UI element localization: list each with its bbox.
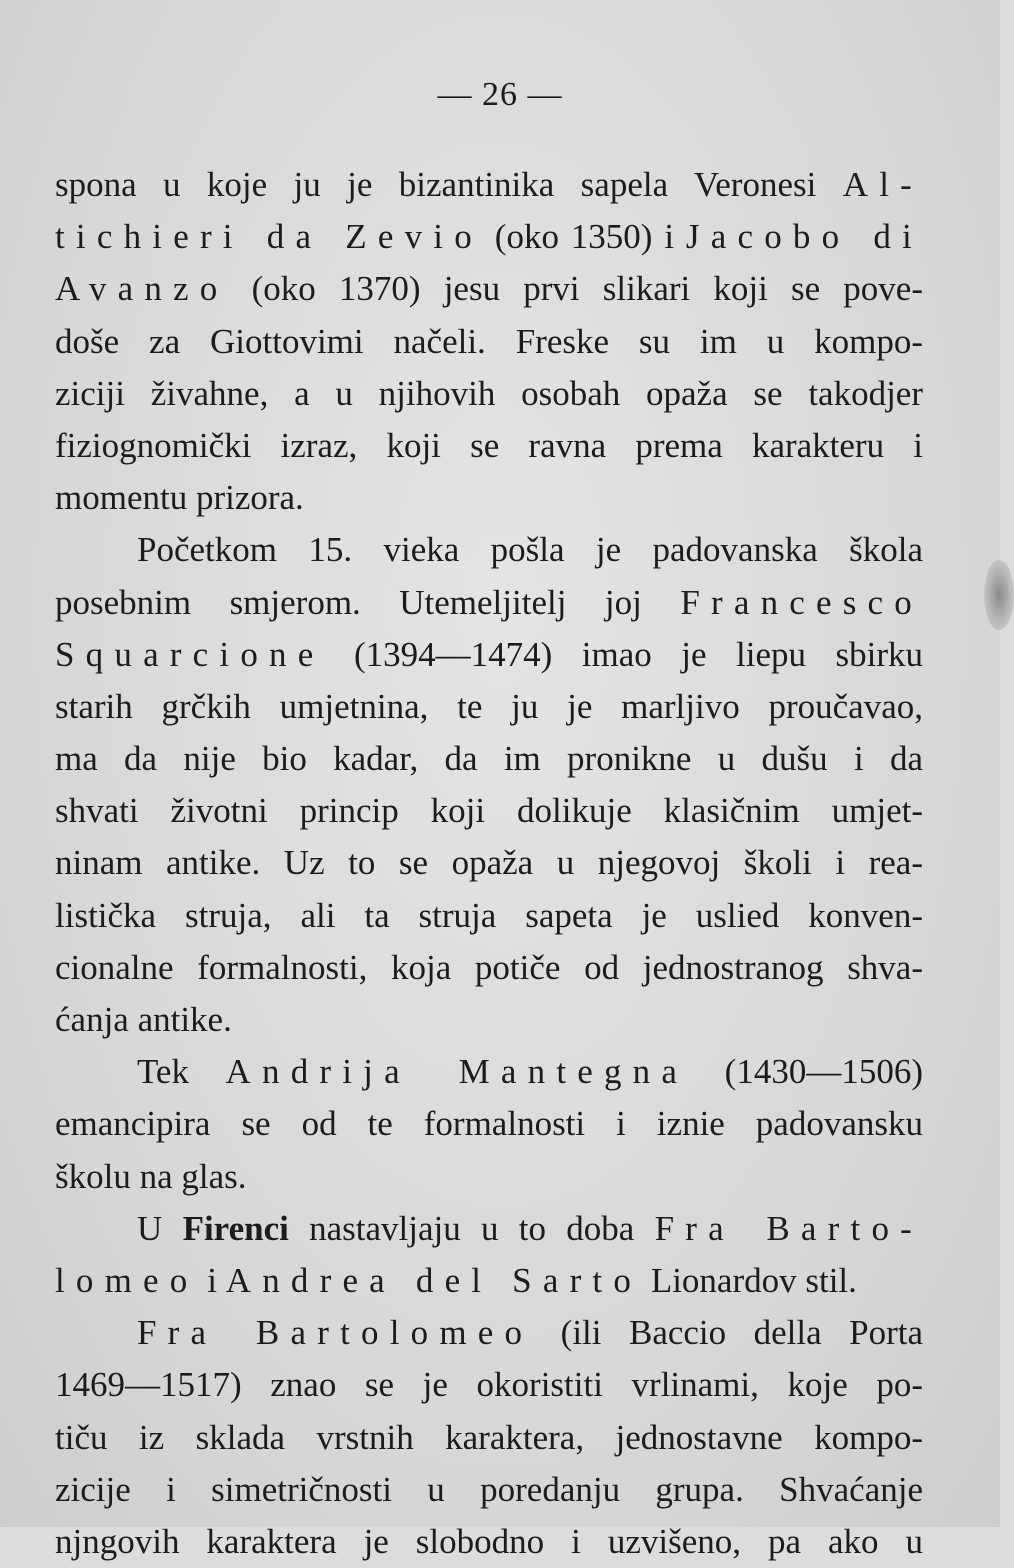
text-run: tiču iz sklada vrstnih karaktera, jednostavne kompo- <box>55 1417 923 1457</box>
text-run: zicije i simetričnosti u poredanju grupa. Shvaćanje <box>55 1469 923 1509</box>
text-line <box>55 942 923 994</box>
text-line <box>55 316 923 368</box>
text-line <box>55 1046 923 1098</box>
page-number: — 26 — <box>437 76 563 113</box>
spaced-name: Jacobo di <box>685 217 923 257</box>
text-line <box>55 577 923 629</box>
spaced-name: Fra Barto- <box>654 1208 923 1248</box>
text-run: Tek <box>137 1052 226 1092</box>
text-run: fiziognomički izraz, koji se ravna prema karakteru i <box>55 425 923 465</box>
text-line <box>55 420 923 472</box>
text-run: (1394—1474) imao je liepu sbirku <box>324 634 923 674</box>
text-run: (ili Baccio della Porta <box>533 1313 923 1353</box>
text-line <box>55 994 923 1046</box>
text-line <box>55 1203 923 1255</box>
text-run: starih grčkih umjetnina, te ju je marljivo proučavao, <box>55 686 923 726</box>
text-line <box>55 472 923 524</box>
text-run: spona u koje ju je bizantinika sapela Veronesi <box>55 165 843 204</box>
text-run: Početkom 15. vieka pošla je padovanska škola <box>137 530 923 570</box>
text-run: momentu prizora. <box>55 478 304 518</box>
body-text <box>55 159 923 1568</box>
spaced-name: lomeo <box>55 1260 199 1300</box>
text-line <box>55 1098 923 1150</box>
text-run: emancipira se od te formalnosti i iznie padovansku <box>55 1104 923 1144</box>
text-line <box>55 1307 923 1359</box>
text-run: doše za Giottovimi načeli. Freske su im u kompo- <box>55 321 923 361</box>
text-line <box>55 785 923 837</box>
text-line <box>55 629 923 681</box>
text-line <box>55 524 923 576</box>
text-run: shvati životni princip koji dolikuje klasičnim umjet- <box>55 791 923 831</box>
spaced-name: Francesco <box>680 582 923 622</box>
text-line <box>55 1359 923 1411</box>
text-run: cionalne formalnosti, koja potiče od jednostranog shva- <box>55 947 923 987</box>
spaced-name: Squarcione <box>55 634 325 674</box>
text-run: 1469—1517) znao se je okoristiti vrlinami, koje po- <box>55 1365 923 1405</box>
spaced-name: tichieri da Zevio <box>55 217 483 257</box>
text-run: ma da nije bio kadar, da im pronikne u dušu i da <box>55 739 923 779</box>
text-run: nastavljaju u to doba <box>288 1208 655 1248</box>
text-run: njngovih karaktera je slobodno i uzvišeno, pa ako u <box>55 1521 923 1561</box>
text-line <box>55 1255 923 1307</box>
spaced-name: Al- <box>842 165 923 204</box>
page-edge-shadow <box>984 560 1014 630</box>
text-line <box>55 1464 923 1516</box>
text-run: listička struja, ali ta struja sapeta je uslied konven- <box>55 895 923 935</box>
text-run: posebnim smjerom. Utemeljitelj joj <box>55 582 681 622</box>
text-run: (oko 1370) jesu prvi slikari koji se pove- <box>228 269 923 309</box>
text-line <box>55 211 923 263</box>
text-line <box>55 837 923 889</box>
text-run: (oko 1350) i <box>482 217 686 257</box>
text-line <box>55 159 923 211</box>
text-run: U <box>137 1208 183 1248</box>
spaced-name: Andrija Mantegna <box>225 1052 689 1092</box>
text-run: ninam antike. Uz to se opaža u njegovoj školi i rea- <box>55 843 923 883</box>
text-line <box>55 1412 923 1464</box>
text-line <box>55 263 923 315</box>
text-run: ćanja antike. <box>55 1000 232 1039</box>
spaced-name: Fra Bartolomeo <box>137 1313 534 1353</box>
text-run: i <box>198 1260 226 1300</box>
text-run: Lionardov stil. <box>642 1260 857 1300</box>
text-run: školu na glas. <box>55 1156 247 1196</box>
spaced-name: Avanzo <box>55 269 229 309</box>
text-line <box>55 733 923 785</box>
text-line <box>55 1516 923 1568</box>
text-line <box>55 681 923 733</box>
text-line <box>55 890 923 942</box>
bold-term: Firenci <box>182 1208 289 1248</box>
text-run: ziciji živahne, a u njihovih osobah opaža se takodjer <box>55 373 923 413</box>
text-line <box>55 1151 923 1203</box>
spaced-name: Andrea del Sarto <box>225 1260 643 1300</box>
text-run: (1430—1506) <box>688 1052 923 1092</box>
text-line <box>55 368 923 420</box>
